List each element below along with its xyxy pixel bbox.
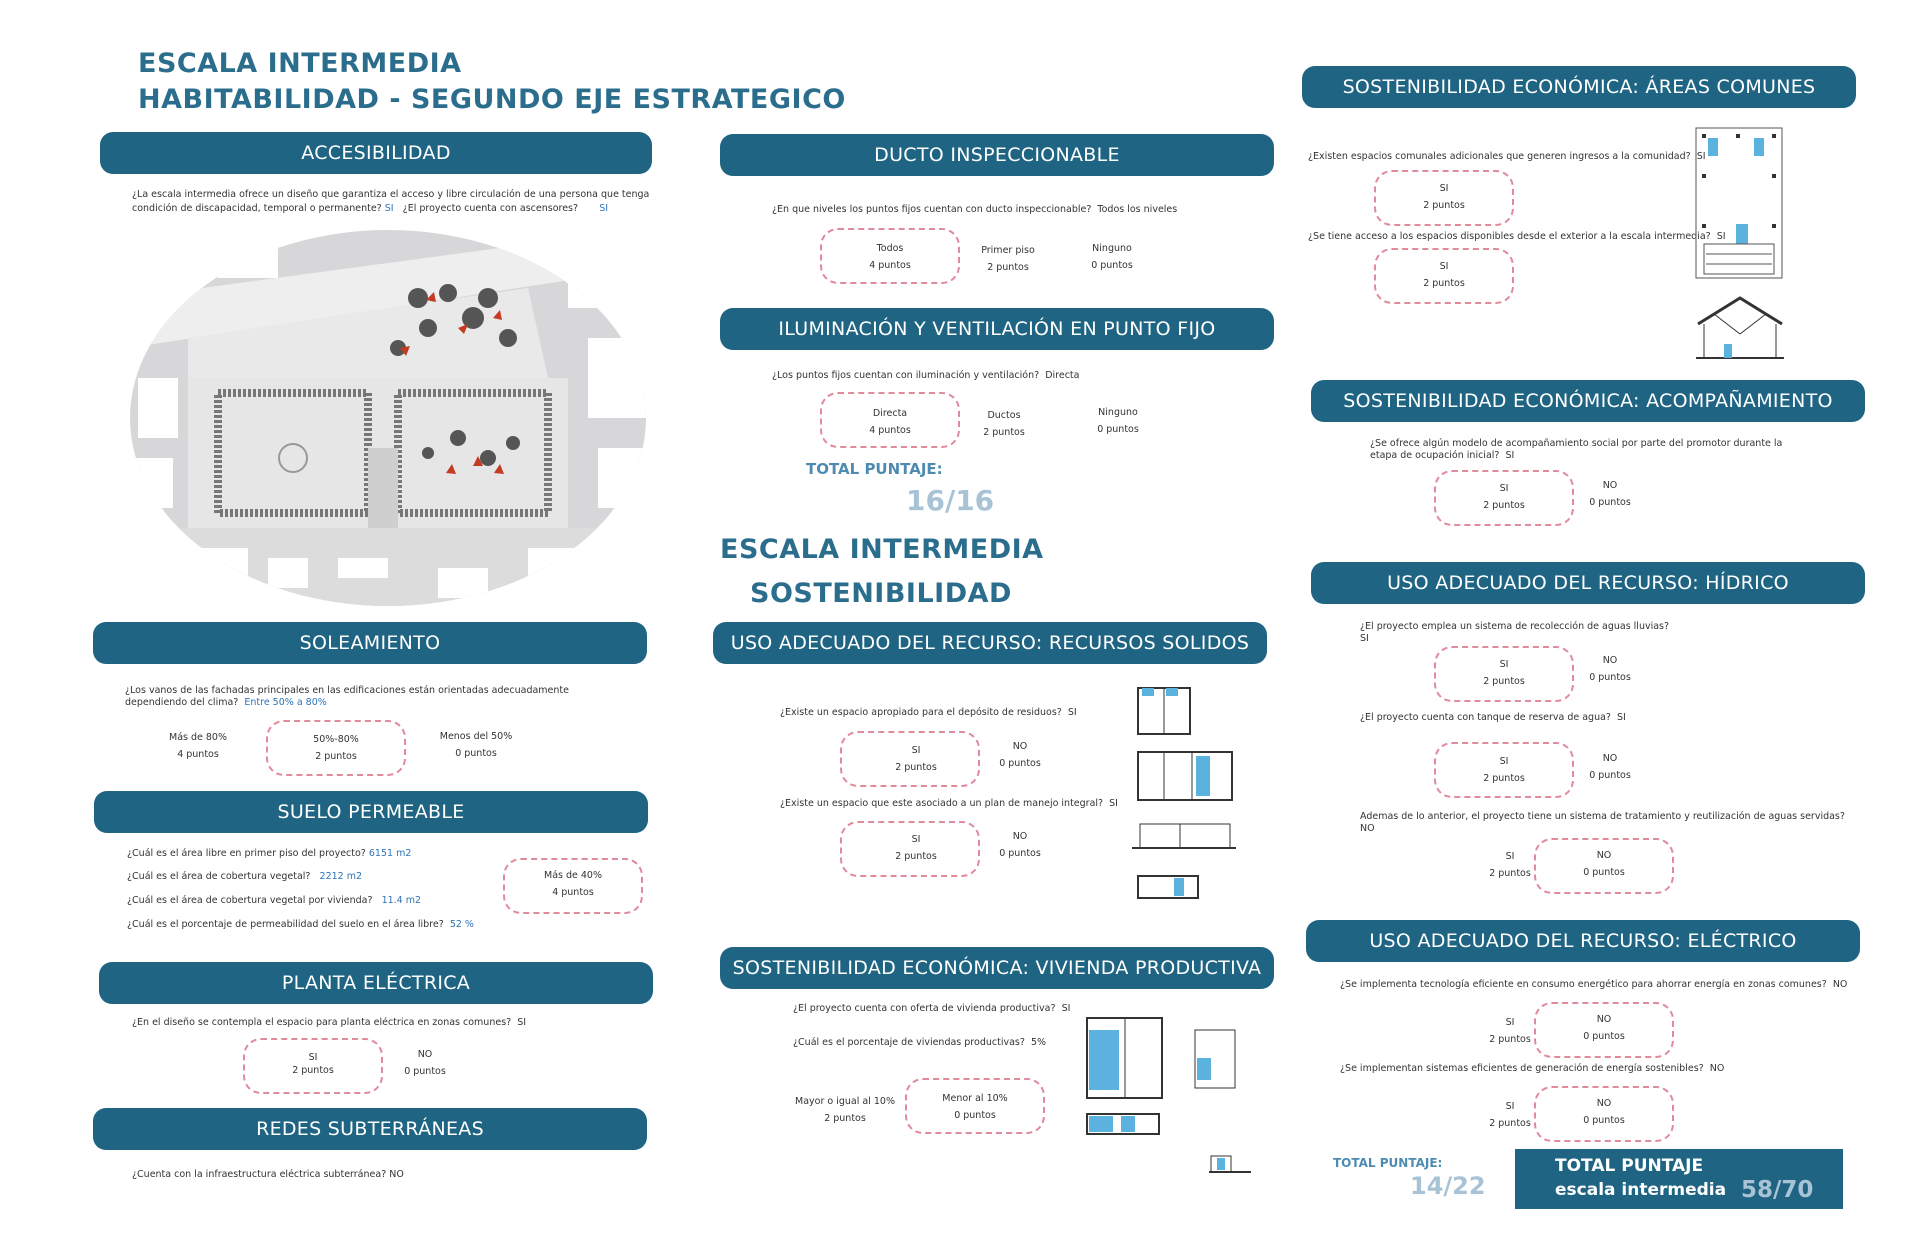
- soleamiento-option-3: Menos del 50% 0 puntos: [439, 731, 513, 759]
- vivienda-header: SOSTENIBILIDAD ECONÓMICA: VIVIENDA PRODUCTIVA: [720, 947, 1274, 989]
- ducto-option-1: Todos 4 puntos: [869, 243, 911, 271]
- soleamiento-question-2: dependiendo del clima? Entre 50% a 80%: [125, 697, 327, 708]
- total-habitabilidad-value: 16/16: [906, 484, 995, 517]
- hidrico-question-1: ¿El proyecto emplea un sistema de recolección de aguas lluvias?: [1360, 621, 1670, 632]
- electrico-option-no-2: NO 0 puntos: [1583, 1098, 1625, 1126]
- vivienda-option-1: Mayor o igual al 10% 2 puntos: [795, 1096, 895, 1124]
- habitabilidad-title-line2: HABITABILIDAD - SEGUNDO EJE ESTRATEGICO: [138, 84, 846, 115]
- iluminacion-question-1: ¿Los puntos fijos cuentan con iluminación y ventilación? Directa: [772, 370, 1080, 381]
- electrico-header: USO ADECUADO DEL RECURSO: ELÉCTRICO: [1306, 920, 1860, 962]
- sostenibilidad-title-line2: SOSTENIBILIDAD: [750, 578, 1012, 609]
- iluminacion-option-2: Ductos 2 puntos: [983, 410, 1025, 438]
- hidrico-question-2: ¿El proyecto cuenta con tanque de reserva de agua? SI: [1360, 712, 1626, 723]
- suelo-option: Más de 40% 4 puntos: [544, 870, 602, 898]
- acompanamiento-option-no: NO 0 puntos: [1589, 480, 1631, 508]
- total-sostenibilidad-label: TOTAL PUNTAJE:: [1333, 1156, 1443, 1170]
- solidos-option-si-1: SI 2 puntos: [895, 745, 937, 773]
- vivienda-question-1: ¿El proyecto cuenta con oferta de vivienda productiva? SI: [793, 1003, 1071, 1014]
- iluminacion-header: ILUMINACIÓN Y VENTILACIÓN EN PUNTO FIJO: [720, 308, 1274, 350]
- hidrico-answer-3: NO: [1360, 823, 1375, 834]
- comunes-header: SOSTENIBILIDAD ECONÓMICA: ÁREAS COMUNES: [1302, 66, 1856, 108]
- electrico-option-si-1: SI 2 puntos: [1489, 1017, 1531, 1045]
- solidos-option-si-2: SI 2 puntos: [895, 834, 937, 862]
- solidos-question-2: ¿Existe un espacio que este asociado a un plan de manejo integral? SI: [780, 798, 1118, 809]
- acompanamiento-option-si: SI 2 puntos: [1483, 483, 1525, 511]
- suelo-question-1: ¿Cuál es el área libre en primer piso del proyecto? 6151 m2: [127, 848, 412, 859]
- final-total-line2: escala intermedia: [1555, 1180, 1727, 1200]
- accesibilidad-header: ACCESIBILIDAD: [100, 132, 652, 174]
- final-total-line1: TOTAL PUNTAJE: [1555, 1156, 1704, 1176]
- planta-option-si: SI 2 puntos: [292, 1052, 334, 1076]
- solidos-question-1: ¿Existe un espacio apropiado para el depósito de residuos? SI: [780, 707, 1077, 718]
- planta-option-no: NO 0 puntos: [404, 1049, 446, 1077]
- soleamiento-question-1: ¿Los vanos de las fachadas principales en las edificaciones están orientadas adecuadamente: [125, 685, 569, 696]
- planta-question-1: ¿En el diseño se contempla el espacio para planta eléctrica en zonas comunes? SI: [132, 1017, 527, 1028]
- final-total-value: 58/70: [1741, 1177, 1814, 1203]
- hidrico-option-si-1: SI 2 puntos: [1483, 659, 1525, 687]
- hidrico-option-no-3: NO 0 puntos: [1583, 850, 1625, 878]
- electrico-option-si-2: SI 2 puntos: [1489, 1101, 1531, 1129]
- comunes-option-1: SI 2 puntos: [1423, 183, 1465, 211]
- acompanamiento-question-1: ¿Se ofrece algún modelo de acompañamiento social por parte del promotor durante la: [1370, 438, 1783, 449]
- solidos-option-no-1: NO 0 puntos: [999, 741, 1041, 769]
- suelo-question-4: ¿Cuál es el porcentaje de permeabilidad del suelo en el área libre? 52 %: [127, 919, 474, 930]
- total-habitabilidad-label: TOTAL PUNTAJE:: [806, 460, 943, 478]
- final-total-box: [1515, 1149, 1843, 1209]
- comunes-question-1: ¿Existen espacios comunales adicionales que generen ingresos a la comunidad? SI: [1308, 151, 1706, 162]
- comunes-question-2: ¿Se tiene acceso a los espacios disponibles desde el exterior a la escala intermedia? SI: [1308, 231, 1726, 242]
- soleamiento-header: SOLEAMIENTO: [93, 622, 647, 664]
- total-sostenibilidad-value: 14/22: [1410, 1172, 1486, 1200]
- hidrico-option-si-2: SI 2 puntos: [1483, 756, 1525, 784]
- iluminacion-option-3: Ninguno 0 puntos: [1097, 407, 1139, 435]
- vivienda-question-2: ¿Cuál es el porcentaje de viviendas productivas? 5%: [793, 1037, 1047, 1048]
- electrico-question-2: ¿Se implementan sistemas eficientes de generación de energía sostenibles? NO: [1340, 1063, 1725, 1074]
- accesibilidad-question-1: ¿La escala intermedia ofrece un diseño que garantiza el acceso y libre circulación de una persona que tenga: [132, 189, 650, 200]
- solidos-option-no-2: NO 0 puntos: [999, 831, 1041, 859]
- planta-header: PLANTA ELÉCTRICA: [99, 962, 653, 1004]
- comunes-plan-and-section-image: [1694, 124, 1786, 364]
- hidrico-header: USO ADECUADO DEL RECURSO: HÍDRICO: [1311, 562, 1865, 604]
- ducto-option-2: Primer piso 2 puntos: [981, 245, 1035, 273]
- comunes-option-2: SI 2 puntos: [1423, 261, 1465, 289]
- redes-header: REDES SUBTERRÁNEAS: [93, 1108, 647, 1150]
- acompanamiento-question-2: etapa de ocupación inicial? SI: [1370, 450, 1515, 461]
- vivienda-floor-plan-image: [1085, 1010, 1253, 1175]
- suelo-header: SUELO PERMEABLE: [94, 791, 648, 833]
- ducto-header: DUCTO INSPECCIONABLE: [720, 134, 1274, 176]
- accesibilidad-question-2: condición de discapacidad, temporal o permanente? SI ¿El proyecto cuenta con ascensores? SI: [132, 203, 609, 214]
- redes-question-1: ¿Cuenta con la infraestructura eléctrica subterránea? NO: [132, 1169, 404, 1180]
- soleamiento-option-1: Más de 80% 4 puntos: [169, 732, 227, 760]
- ducto-question-1: ¿En que niveles los puntos fijos cuentan con ducto inspeccionable? Todos los niveles: [772, 204, 1178, 215]
- sostenibilidad-title-line1: ESCALA INTERMEDIA: [720, 534, 1044, 565]
- hidrico-question-3: Ademas de lo anterior, el proyecto tiene un sistema de tratamiento y reutilización de aguas servidas?: [1360, 811, 1845, 822]
- hidrico-option-si-3: SI 2 puntos: [1489, 851, 1531, 879]
- iluminacion-option-1: Directa 4 puntos: [869, 408, 911, 436]
- suelo-question-3: ¿Cuál es el área de cobertura vegetal por vivienda? 11.4 m2: [127, 895, 422, 906]
- hidrico-answer-1: SI: [1360, 633, 1369, 644]
- hidrico-option-no-2: NO 0 puntos: [1589, 753, 1631, 781]
- vivienda-option-2: Menor al 10% 0 puntos: [942, 1093, 1008, 1121]
- soleamiento-option-2: 50%-80% 2 puntos: [313, 734, 359, 762]
- suelo-question-2: ¿Cuál es el área de cobertura vegetal? 2212 m2: [127, 871, 363, 882]
- electrico-question-1: ¿Se implementa tecnología eficiente en consumo energético para ahorrar energía en zonas comunes? NO: [1340, 979, 1848, 990]
- hidrico-option-no-1: NO 0 puntos: [1589, 655, 1631, 683]
- solidos-header: USO ADECUADO DEL RECURSO: RECURSOS SOLIDOS: [713, 622, 1267, 664]
- ducto-option-3: Ninguno 0 puntos: [1091, 243, 1133, 271]
- habitabilidad-title-line1: ESCALA INTERMEDIA: [138, 48, 462, 79]
- site-plan-image: [128, 228, 648, 608]
- solidos-section-image: [1130, 820, 1240, 900]
- acompanamiento-header: SOSTENIBILIDAD ECONÓMICA: ACOMPAÑAMIENTO: [1311, 380, 1865, 422]
- electrico-option-no-1: NO 0 puntos: [1583, 1014, 1625, 1042]
